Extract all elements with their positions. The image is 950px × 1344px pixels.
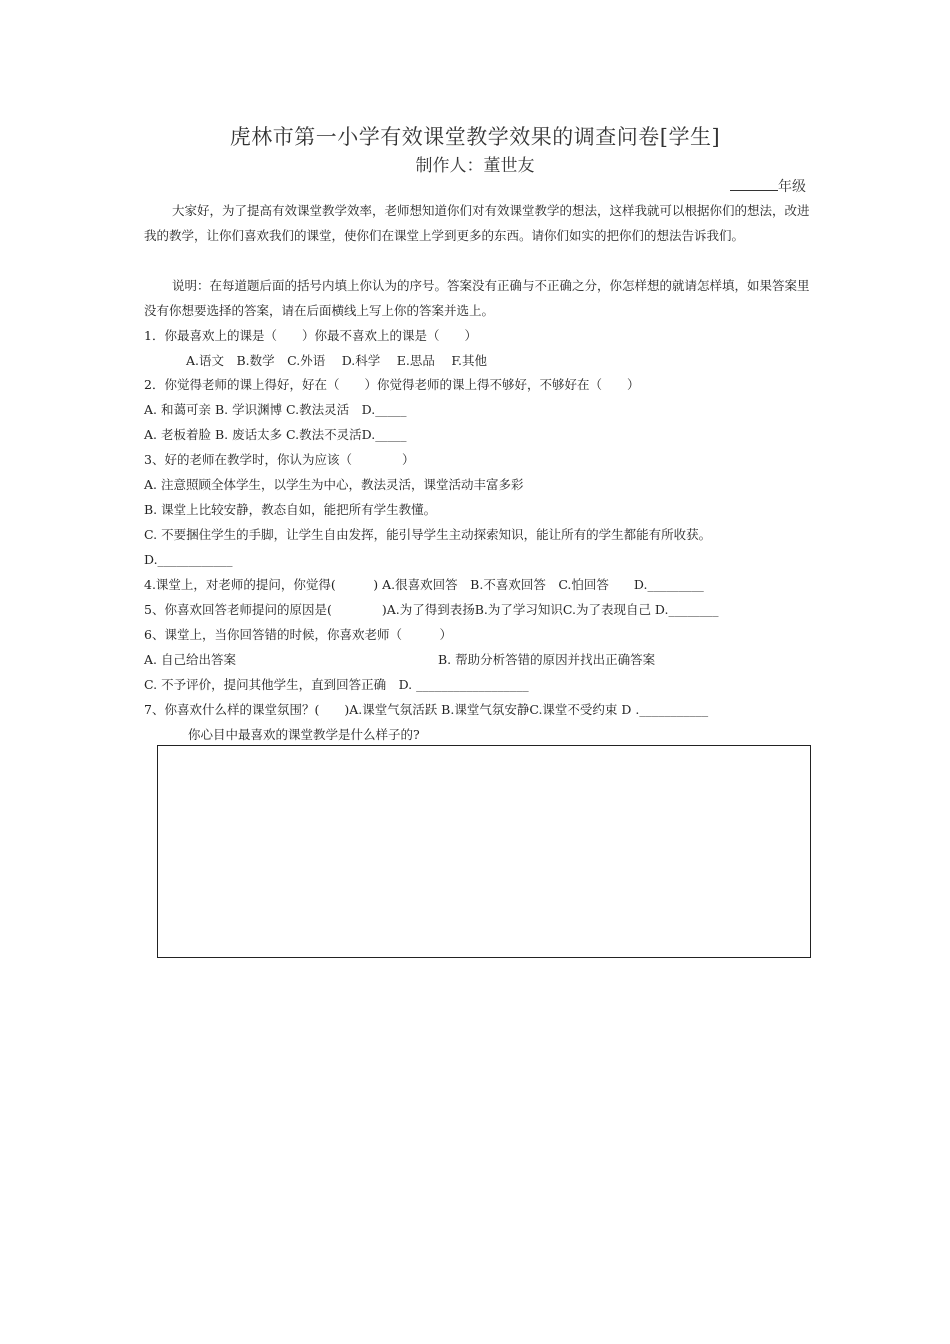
question-1-options: A.语文 B.数学 C.外语 D.科学 E.思品 F.其他 [186, 353, 488, 368]
intro-greeting: 大家好，为了提高有效课堂教学效率，老师想知道你们对有效课堂教学的想法，这样我就可以根据你们的想法，改进我的教学，让你们喜欢我们的课堂，使你们在课堂上学到更多的东西。请你们如实的把你们的想法告诉我们。 [144, 203, 810, 243]
document-title: 虎林市第一小学有效课堂教学效果的调查问卷[学生] [229, 125, 721, 149]
question-7: 7、你喜欢什么样的课堂氛围？( )A.课堂气氛活跃 B.课堂气氛安静C.课堂不受约束 D .___________ [144, 702, 709, 717]
grade-label: 年级 [778, 179, 806, 195]
intro-instructions: 说明：在每道题后面的括号内填上你认为的序号。答案没有正确与不正确之分，你怎样想的就请怎样填，如果答案里没有你想要选择的答案，请在后面横线上写上你的答案并选上。 [144, 278, 810, 318]
grade-blank[interactable] [730, 176, 778, 191]
question-5: 5、你喜欢回答老师提问的原因是( )A.为了得到表扬B.为了学习知识C.为了表现自己 D.________ [144, 602, 719, 617]
question-3-option-a: A. 注意照顾全体学生，以学生为中心，教法灵活，课堂活动丰富多彩 [144, 477, 524, 492]
question-3-option-b: B. 课堂上比较安静，教态自如，能把所有学生教懂。 [144, 502, 437, 517]
grade-field [730, 176, 806, 196]
question-6-option-a: A. 自己给出答案 [144, 652, 236, 667]
question-2-options-good: A. 和蔼可亲 B. 学识渊博 C.教法灵活 D._____ [144, 402, 407, 417]
question-6-option-b: B. 帮助分析答错的原因并找出正确答案 [438, 652, 656, 667]
question-2-options-bad: A. 老板着脸 B. 废话太多 C.教法不灵活D._____ [144, 427, 407, 442]
question-6: 6、课堂上，当你回答错的时候，你喜欢老师（ ） [144, 627, 452, 642]
answer-box[interactable] [157, 745, 811, 958]
question-6-option-c: C. 不予评价，提问其他学生，直到回答正确 D. __________________ [144, 677, 529, 692]
question-3: 3、好的老师在教学时，你认为应该（ ） [144, 452, 415, 467]
question-3-option-c: C. 不要捆住学生的手脚，让学生自由发挥，能引导学生主动探索知识，能让所有的学生都能有所收获。 [144, 527, 712, 542]
author-line: 制作人：董世友 [415, 156, 535, 176]
question-2: 2．你觉得老师的课上得好，好在（ ）你觉得老师的课上得不够好，不够好在（ ） [144, 377, 640, 392]
question-1: 1．你最喜欢上的课是（ ）你最不喜欢上的课是（ ） [144, 328, 477, 343]
question-4: 4.课堂上，对老师的提问，你觉得( ) A.很喜欢回答 B.不喜欢回答 C.怕回答 D._________ [144, 577, 704, 592]
open-question: 你心目中最喜欢的课堂教学是什么样子的? [188, 727, 420, 742]
question-3-option-d: D.____________ [144, 552, 233, 567]
